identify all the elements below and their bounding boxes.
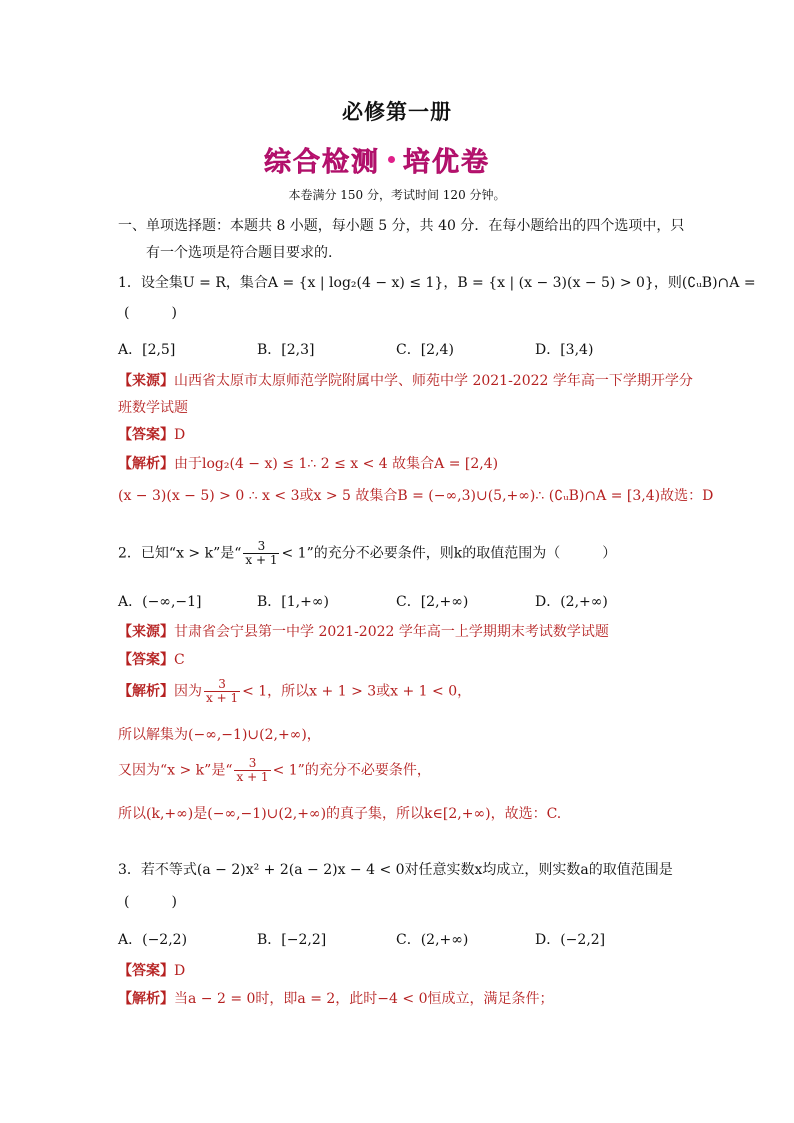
q2-a3-pre: 又因为“x > k”是“ xyxy=(118,762,233,779)
q2-choice-a: A．(−∞,−1] xyxy=(118,594,202,610)
q1-analysis-line2: (x − 3)(x − 5) > 0 ∴ x < 3或x > 5 故集合B = (−∞,3)∪(5,+∞)∴ (∁ᵤB)∩A = [3,4)故选：D xyxy=(118,488,714,504)
q1-answer-value: D xyxy=(174,427,186,443)
q1-source xyxy=(118,370,693,390)
section-heading-line1: 一、单项选择题：本题共 8 小题，每小题 5 分，共 40 分．在每小题给出的四个选项中，只 xyxy=(118,218,685,234)
q2-source-label: 【来源】 xyxy=(118,624,174,640)
q2-frac-num: 3 xyxy=(243,540,279,554)
q1-stem: 1．设全集U = R，集合A = {x | log₂(4 − x) ≤ 1}，B = {x | (x − 3)(x − 5) > 0}，则(∁ᵤB)∩A = xyxy=(118,275,756,291)
q1-answer-label: 【答案】 xyxy=(118,427,174,443)
q3-analysis xyxy=(118,988,553,1008)
q2-answer xyxy=(118,649,185,669)
banner-right-text: 培优卷 xyxy=(403,146,490,178)
q1-choice-d: D．[3,4) xyxy=(535,342,594,358)
q2-analysis-line2: 所以解集为(−∞,−1)∪(2,+∞)， xyxy=(118,727,321,743)
q1-analysis-line1: 由于log₂(4 − x) ≤ 1∴ 2 ≤ x < 4 故集合A = [2,4) xyxy=(174,456,499,472)
q2-choice-b: B．[1,+∞) xyxy=(257,594,329,610)
q2-source xyxy=(118,621,609,641)
q2-frac-den: x + 1 xyxy=(245,553,278,568)
banner-dot-icon xyxy=(388,156,395,163)
q2-source-text: 甘肃省会宁县第一中学 2021-2022 学年高一上学期期末考试数学试题 xyxy=(174,624,609,640)
q2-analysis-line1 xyxy=(118,678,471,705)
exam-note: 本卷满分 150 分，考试时间 120 分钟。 xyxy=(288,188,506,202)
exam-banner xyxy=(264,140,490,178)
q3-answer-label: 【答案】 xyxy=(118,963,174,979)
q2-a1-frac-den: x + 1 xyxy=(206,691,239,706)
q3-choice-a: A．(−2,2) xyxy=(118,932,188,948)
q2-stem-b: < 1”的充分不必要条件，则k的取值范围为（ ） xyxy=(281,545,617,562)
q1-analysis-label: 【解析】 xyxy=(118,456,174,472)
q2-answer-value: C xyxy=(174,652,185,668)
q2-fraction xyxy=(243,540,279,567)
q2-a3-frac-num: 3 xyxy=(234,757,270,771)
q1-choice-a: A．[2,5] xyxy=(118,342,176,358)
q3-answer-value: D xyxy=(174,963,186,979)
q2-analysis-label: 【解析】 xyxy=(118,683,174,700)
section-heading-line2: 有一个选项是符合题目要求的. xyxy=(146,245,333,261)
q1-choice-b: B．[2,3] xyxy=(257,342,315,358)
q3-choice-d: D．(−2,2] xyxy=(535,932,606,948)
q2-a3-fraction xyxy=(234,757,270,784)
q2-answer-label: 【答案】 xyxy=(118,652,174,668)
q2-stem xyxy=(118,540,616,567)
q2-stem-a: 2．已知“x > k”是“ xyxy=(118,545,242,562)
q2-a3-post: < 1”的充分不必要条件， xyxy=(272,762,431,779)
q1-choice-c: C．[2,4) xyxy=(396,342,454,358)
page-title: 必修第一册 xyxy=(342,99,452,124)
q2-a1-pre: 因为 xyxy=(174,683,202,700)
q3-analysis-label: 【解析】 xyxy=(118,991,174,1007)
q3-paren: ( ) xyxy=(124,894,177,910)
q2-a1-frac-num: 3 xyxy=(204,678,240,692)
q2-a1-fraction xyxy=(204,678,240,705)
q1-analysis xyxy=(118,453,498,473)
q2-a3-frac-den: x + 1 xyxy=(236,770,269,785)
q1-paren: ( ) xyxy=(124,305,177,321)
q2-choice-c: C．[2,+∞) xyxy=(396,594,469,610)
q2-analysis-line3 xyxy=(118,757,431,784)
q3-choice-c: C．(2,+∞) xyxy=(396,932,469,948)
q1-source-line2: 班数学试题 xyxy=(118,400,188,416)
q1-answer xyxy=(118,424,185,444)
q3-stem: 3．若不等式(a − 2)x² + 2(a − 2)x − 4 < 0对任意实数x均成立，则实数a的取值范围是 xyxy=(118,862,673,878)
q3-analysis-text: 当a − 2 = 0时，即a = 2，此时−4 < 0恒成立，满足条件； xyxy=(174,991,554,1007)
q2-a1-post: < 1，所以x + 1 > 3或x + 1 < 0， xyxy=(242,683,472,700)
q2-choice-d: D．(2,+∞) xyxy=(535,594,608,610)
q3-choice-b: B．[−2,2] xyxy=(257,932,327,948)
q1-source-text: 山西省太原市太原师范学院附属中学、师苑中学 2021-2022 学年高一下学期开学分 xyxy=(174,373,693,389)
q3-answer xyxy=(118,960,185,980)
q2-analysis-line4: 所以(k,+∞)是(−∞,−1)∪(2,+∞)的真子集，所以k∈[2,+∞)，故选：C. xyxy=(118,806,562,822)
q1-source-label: 【来源】 xyxy=(118,373,174,389)
banner-left-text: 综合检测 xyxy=(264,146,380,178)
